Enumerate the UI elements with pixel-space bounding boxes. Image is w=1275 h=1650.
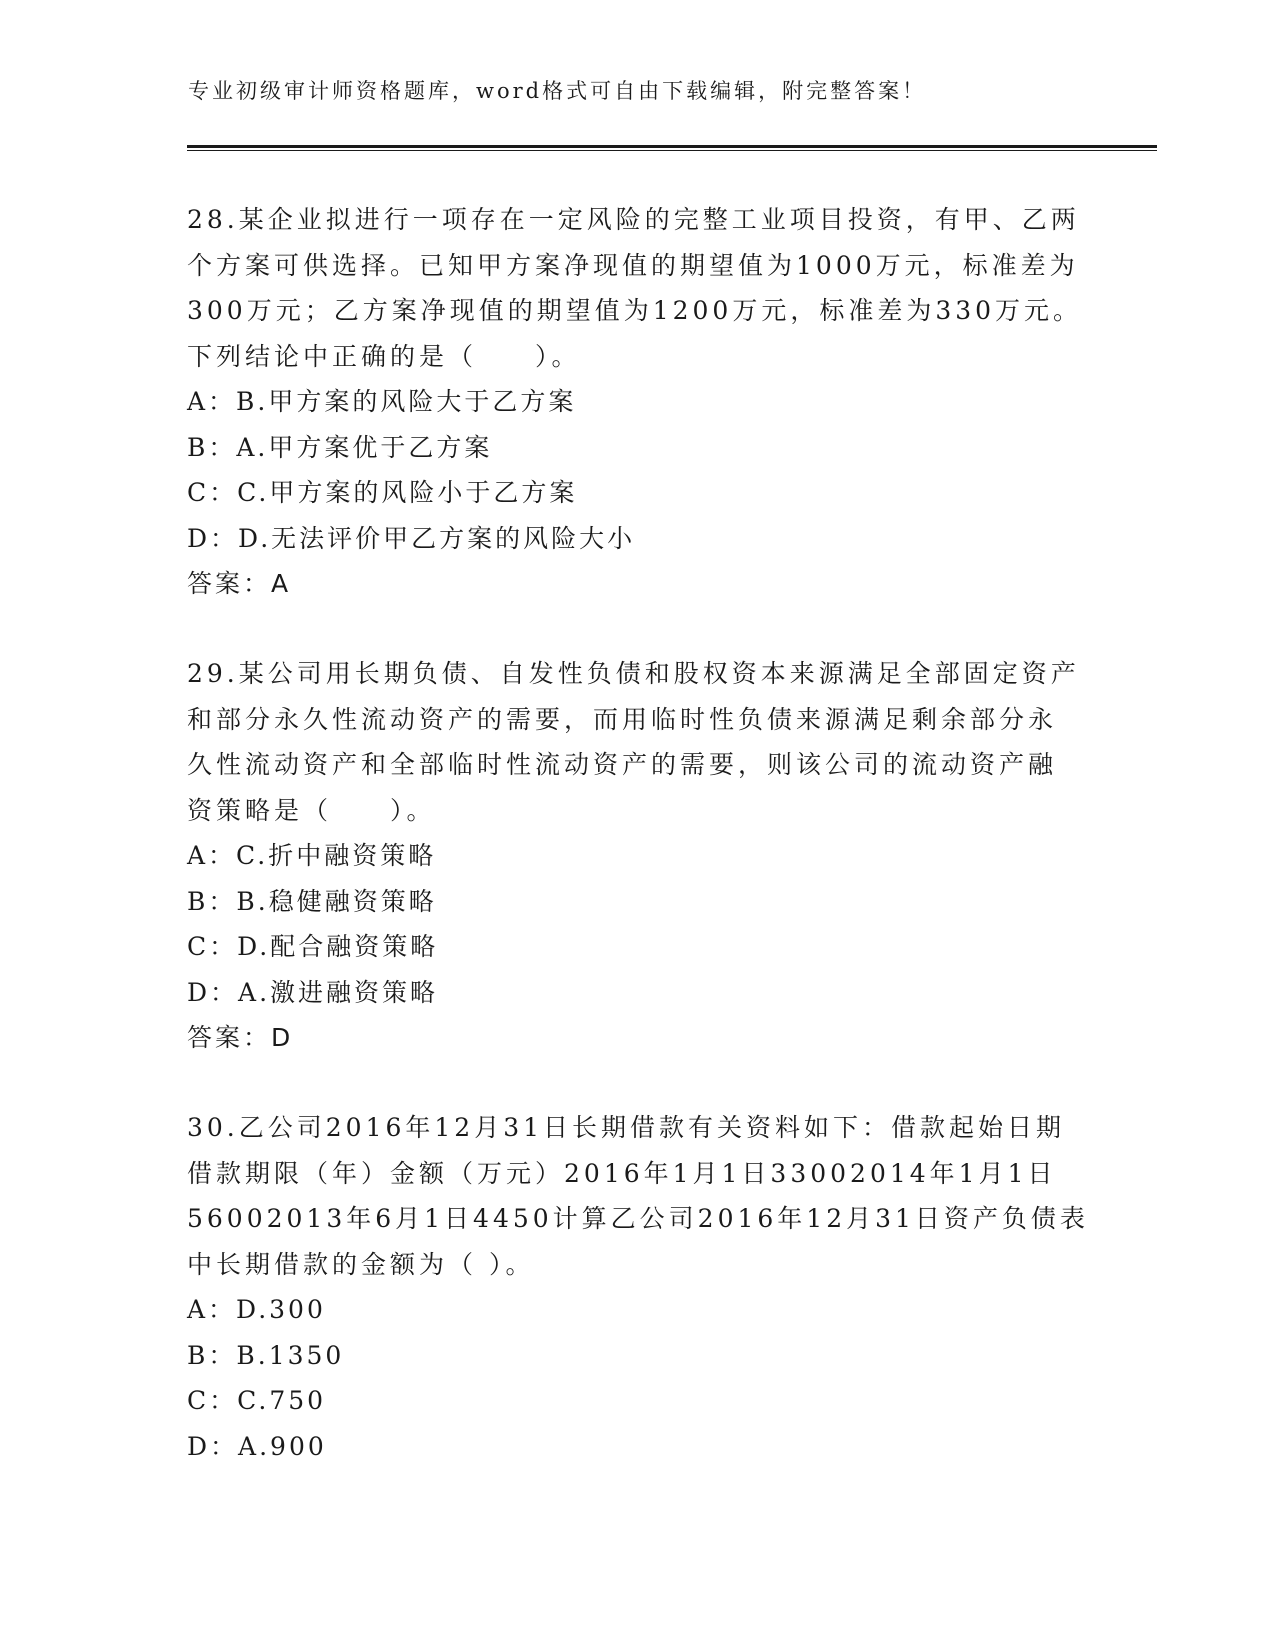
- question-stem-line: 和部分永久性流动资产的需要，而用临时性负债来源满足剩余部分永: [187, 704, 1058, 734]
- option-c: C：C.750: [187, 1386, 327, 1415]
- option-a: A：B.甲方案的风险大于乙方案: [187, 387, 577, 416]
- question-stem-line: 久性流动资产和全部临时性流动资产的需要，则该公司的流动资产融: [187, 750, 1058, 779]
- option-d: D：D.无法评价甲乙方案的风险大小: [187, 523, 636, 553]
- header-divider: [187, 145, 1157, 151]
- question-29: [187, 651, 1087, 1061]
- option-c: C：D.配合融资策略: [187, 932, 439, 961]
- answer: 答案：D: [187, 1023, 294, 1052]
- question-stem-line: 中长期借款的金额为（ ）。: [187, 1249, 535, 1279]
- question-stem-line: 29.某公司用长期负债、自发性负债和股权资本来源满足全部固定资产: [187, 659, 1080, 688]
- question-stem-line: 56002013年6月1日4450计算乙公司2016年12月31日资产负债表: [187, 1204, 1089, 1233]
- option-b: B：B.稳健融资策略: [187, 886, 437, 916]
- option-b: B：A.甲方案优于乙方案: [187, 432, 493, 462]
- question-stem-line: 28.某企业拟进行一项存在一定风险的完整工业项目投资，有甲、乙两: [187, 205, 1080, 234]
- question-30: [187, 1105, 1087, 1469]
- option-b: B：B.1350: [187, 1340, 345, 1370]
- question-28: [187, 197, 1087, 607]
- question-stem-line: 资策略是（ ）。: [187, 795, 436, 825]
- option-a: A：C.折中融资策略: [187, 841, 437, 870]
- answer: 答案：A: [187, 569, 292, 598]
- question-stem-line: 30.乙公司2016年12月31日长期借款有关资料如下：借款起始日期: [187, 1113, 1066, 1142]
- question-stem-line: 个方案可供选择。已知甲方案净现值的期望值为1000万元，标准差为: [187, 250, 1079, 280]
- option-a: A：D.300: [187, 1295, 326, 1324]
- option-d: D：A.激进融资策略: [187, 977, 439, 1007]
- header-text: 专业初级审计师资格题库，word格式可自由下载编辑，附完整答案！: [188, 79, 927, 103]
- question-stem-line: 下列结论中正确的是（ ）。: [187, 341, 581, 371]
- option-d: D：A.900: [187, 1431, 327, 1461]
- question-stem-line: 借款期限（年）金额（万元）2016年1月1日33002014年1月1日: [187, 1158, 1057, 1188]
- question-stem-line: 300万元；乙方案净现值的期望值为1200万元，标准差为330万元。: [187, 296, 1083, 325]
- option-c: C：C.甲方案的风险小于乙方案: [187, 478, 578, 507]
